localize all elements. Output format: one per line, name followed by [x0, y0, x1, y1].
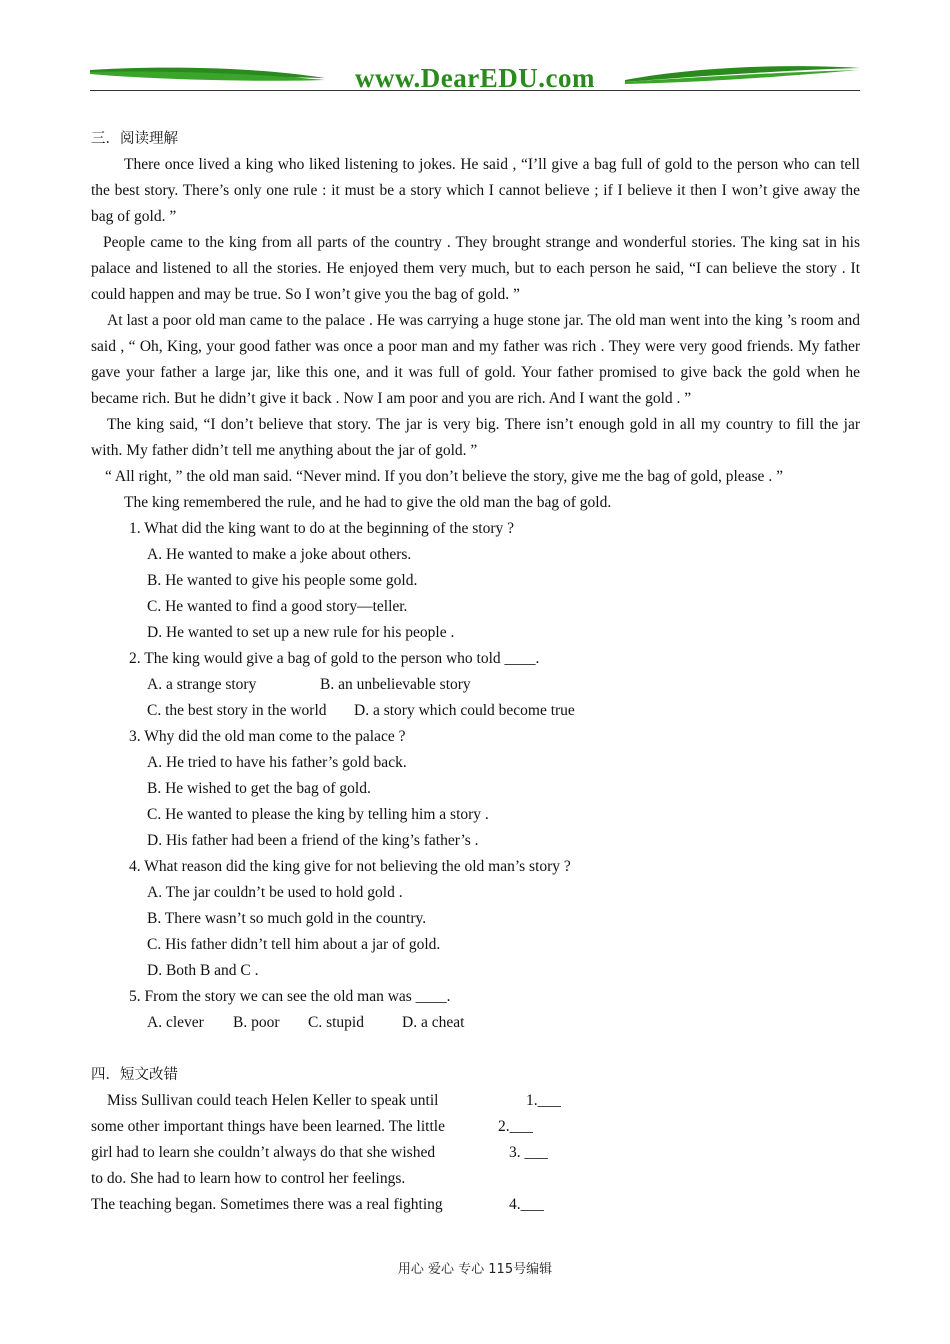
section-heading-reading: 三．阅读理解: [91, 131, 178, 147]
section-heading-correction: 四．短文改错: [91, 1067, 178, 1083]
answer-option: B. an unbelievable story: [320, 676, 471, 693]
answer-option: A. He tried to have his father’s gold back.: [147, 754, 407, 771]
answer-option: A. clever: [147, 1014, 204, 1031]
answer-option: A. a strange story: [147, 676, 257, 693]
answer-option: B. He wanted to give his people some gold.: [147, 572, 418, 589]
answer-option: C. stupid: [308, 1014, 364, 1031]
answer-option: B. He wished to get the bag of gold.: [147, 780, 371, 797]
answer-option: C. He wanted to please the king by telling him a story .: [147, 806, 489, 823]
passage-paragraph: The king said, “I don’t believe that story. The jar is very big. There isn’t enough gold in all my country to fill the jar with. My father didn’t tell me anything about the jar of gold. ”: [91, 416, 860, 459]
answer-option: C. He wanted to find a good story—teller.: [147, 598, 408, 615]
question: 4. What reason did the king give for not believing the old man’s story ?: [129, 858, 571, 875]
answer-option-row: [91, 672, 860, 698]
answer-blank: 3. ___: [509, 1144, 548, 1161]
answer-option-row: [91, 1010, 860, 1036]
answer-option: C. His father didn’t tell him about a jar of gold.: [147, 936, 441, 953]
passage-paragraph: The king remembered the rule, and he had to give the old man the bag of gold.: [124, 494, 612, 511]
correction-line: Miss Sullivan could teach Helen Keller to speak until 1.___: [91, 1088, 860, 1114]
correction-line: The teaching began. Sometimes there was a real fighting 4.___: [91, 1192, 860, 1218]
passage-paragraph: People came to the king from all parts of the country . They brought strange and wonderful stories. The king sat in his palace and listened to all the stories. He enjoyed them very much, but to each person he said, “I can believe the story . It could happen and may be true. So I won’t give you the bag of gold. ”: [91, 234, 860, 303]
question: 2. The king would give a bag of gold to the person who told ____.: [129, 650, 540, 667]
question: 1. What did the king want to do at the beginning of the story ?: [129, 520, 514, 537]
answer-blank: 2.___: [498, 1118, 533, 1135]
correction-line: to do. She had to learn how to control her feelings.: [91, 1170, 406, 1187]
passage-paragraph: At last a poor old man came to the palace . He was carrying a huge stone jar. The old man went into the king ’s room and said , “ Oh, King, your good father was once a poor man and my father was rich . They were very good friends. My father gave your father a large jar, like this one, and it was full of gold. Your father promised to give back the gold when he became rich. But he didn’t give it back . Now I am poor and you are rich. And I want the gold . ”: [91, 312, 860, 407]
answer-option: A. He wanted to make a joke about others.: [147, 546, 412, 563]
answer-option: C. the best story in the world: [147, 702, 327, 719]
answer-option: A. The jar couldn’t be used to hold gold .: [147, 884, 403, 901]
answer-option-row: [91, 698, 860, 724]
answer-blank: 4.___: [509, 1196, 544, 1213]
answer-option: D. a cheat: [402, 1014, 465, 1031]
answer-option: D. His father had been a friend of the king’s father’s .: [147, 832, 479, 849]
answer-option: D. He wanted to set up a new rule for his people .: [147, 624, 455, 641]
passage-paragraph: “ All right, ” the old man said. “Never mind. If you don’t believe the story, give me the bag of gold, please . ”: [105, 468, 783, 485]
page-footer: 用心 爱心 专心 115号编辑: [397, 1262, 553, 1277]
passage-paragraph: There once lived a king who liked listening to jokes. He said , “I’ll give a bag full of gold to the person who can tell the best story. There’s only one rule : it must be a story which I cannot believe ; if I believe it then I won’t give away the bag of gold. ”: [91, 156, 860, 225]
answer-option: D. a story which could become true: [354, 702, 575, 719]
answer-blank: 1.___: [526, 1092, 561, 1109]
correction-line: some other important things have been learned. The little 2.___: [91, 1114, 860, 1140]
document-body: [91, 126, 860, 1218]
site-header: [90, 60, 860, 94]
question: 5. From the story we can see the old man was ____.: [129, 988, 451, 1005]
site-logo: www.DearEDU.com: [355, 63, 595, 93]
question: 3. Why did the old man come to the palace ?: [129, 728, 406, 745]
answer-option: B. There wasn’t so much gold in the country.: [147, 910, 427, 927]
answer-option: D. Both B and C .: [147, 962, 259, 979]
correction-line: girl had to learn she couldn’t always do that she wished 3. ___: [91, 1140, 860, 1166]
header-rule: [90, 90, 860, 91]
answer-option: B. poor: [233, 1014, 280, 1031]
